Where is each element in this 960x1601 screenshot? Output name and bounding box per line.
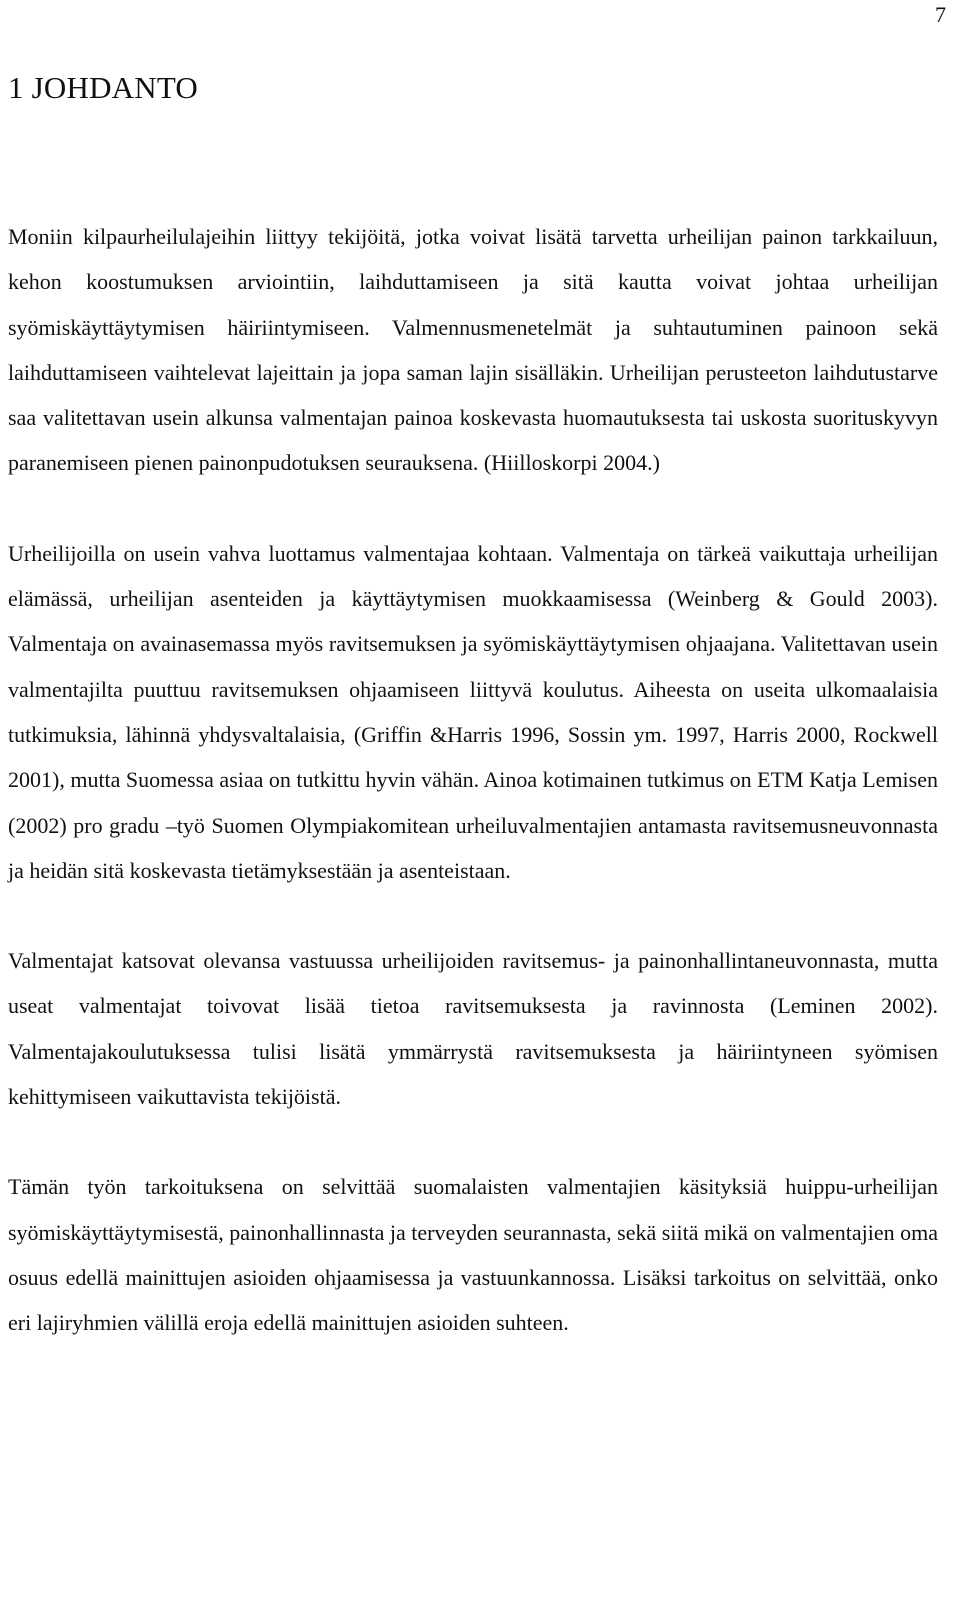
chapter-heading: 1 JOHDANTO	[8, 70, 199, 105]
page-number: 7	[935, 2, 946, 27]
paragraph-4: Tämän työn tarkoituksena on selvittää suomalaisten valmentajien käsityksiä huippu-urheilijan syömiskäyttäytymisestä, painonhallinnasta ja terveyden seurannasta, sekä siitä mikä on valmentajien oma osuus edellä mainittujen asioiden ohjaamisessa ja vastuunkannossa. Lisäksi tarkoitus on selvittää, onko eri lajiryhmien välillä eroja edellä mainittujen asioiden suhteen.	[8, 1174, 938, 1336]
paragraph-1: Moniin kilpaurheilulajeihin liittyy tekijöitä, jotka voivat lisätä tarvetta urheilijan painon tarkkailuun, kehon koostumuksen arviointiin, laihduttamiseen ja sitä kautta voivat johtaa urheilijan syömiskäyttäytymisen häiriintymiseen. Valmennusmenetelmät ja suhtautuminen painoon sekä laihduttamiseen vaihtelevat lajeittain ja jopa saman lajin sisälläkin. Urheilijan perusteeton laihdutustarve saa valitettavan usein alkunsa valmentajan painoa koskevasta huomautuksesta tai uskosta suorituskyvyn paranemiseen pienen painonpudotuksen seurauksena. (Hiilloskorpi 2004.)	[8, 224, 938, 476]
paragraph-3: Valmentajat katsovat olevansa vastuussa urheilijoiden ravitsemus- ja painonhallintaneuvonnasta, mutta useat valmentajat toivovat lisää tietoa ravitsemuksesta ja ravinnosta (Leminen 2002). Valmentajakoulutuksessa tulisi lisätä ymmärrystä ravitsemuksesta ja häiriintyneen syömisen kehittymiseen vaikuttavista tekijöistä.	[8, 948, 938, 1110]
paragraph-2: Urheilijoilla on usein vahva luottamus valmentajaa kohtaan. Valmentaja on tärkeä vaikuttaja urheilijan elämässä, urheilijan asenteiden ja käyttäytymisen muokkaamisessa (Weinberg & Gould 2003). Valmentaja on avainasemassa myös ravitsemuksen ja syömiskäyttäytymisen ohjaajana. Valitettavan usein valmentajilta puuttuu ravitsemuksen ohjaamiseen liittyvä koulutus. Aiheesta on useita ulkomaalaisia tutkimuksia, lähinnä yhdysvaltalaisia, (Griffin &Harris 1996, Sossin ym. 1997, Harris 2000, Rockwell 2001), mutta Suomessa asiaa on tutkittu hyvin vähän. Ainoa kotimainen tutkimus on ETM Katja Lemisen (2002) pro gradu –työ Suomen Olympiakomitean urheiluvalmentajien antamasta ravitsemusneuvonnasta ja heidän sitä koskevasta tietämyksestään ja asenteistaan.	[8, 540, 938, 883]
body-text	[8, 214, 938, 1391]
